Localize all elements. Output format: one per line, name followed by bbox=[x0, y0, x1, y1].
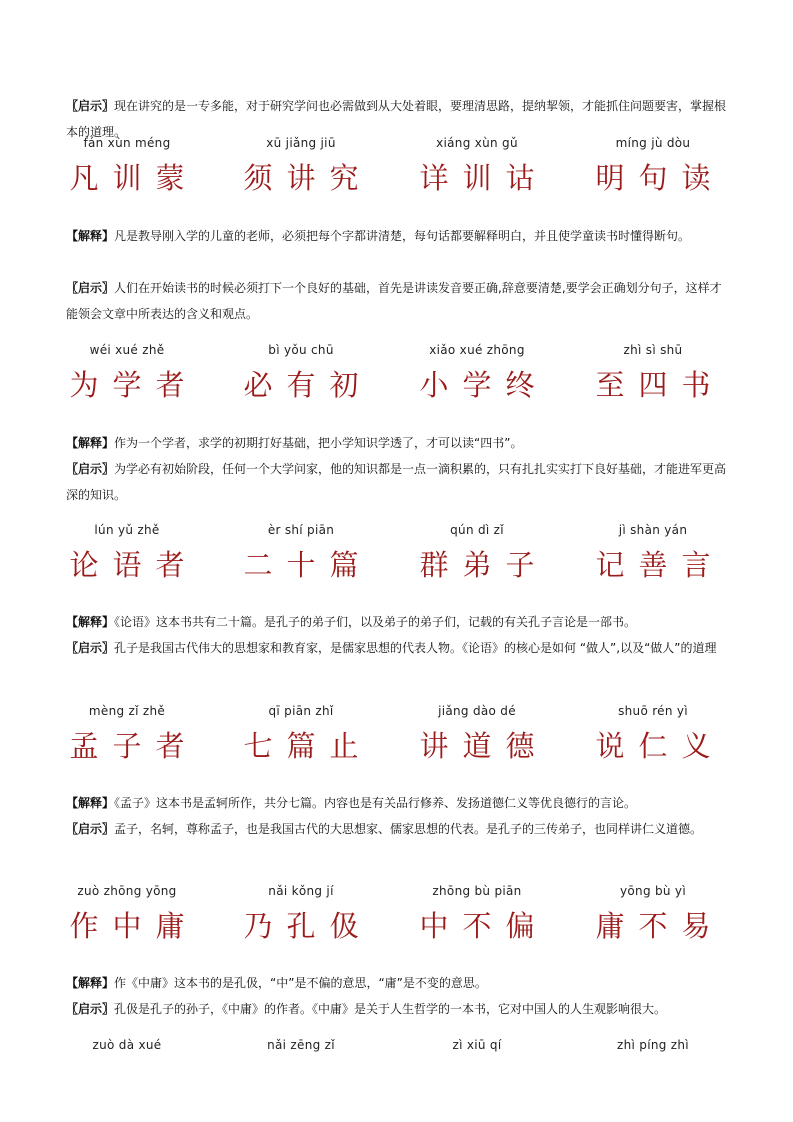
paragraph-tag: 〖启示〗 bbox=[66, 462, 115, 476]
paragraph-tag: 【解释】 bbox=[66, 796, 115, 810]
paragraph-qishi bbox=[66, 275, 731, 327]
pinyin: zì xiū qí bbox=[452, 1038, 502, 1052]
paragraph-jieshi bbox=[66, 790, 731, 816]
paragraph-text: 《孟子》这本书是孟轲所作，共分七篇。内容也是有关品行修养、发扬道德仁义等优良德行的言论。 bbox=[114, 796, 637, 810]
pinyin: èr shí piān bbox=[267, 523, 335, 537]
hanzi: 明句读 bbox=[595, 161, 725, 195]
pinyin: zuò zhōng yōng bbox=[77, 884, 177, 898]
pinyin: míng jù dòu bbox=[615, 136, 691, 150]
hanzi: 为学者 bbox=[69, 368, 199, 402]
pinyin: shuō rén yì bbox=[618, 704, 688, 718]
hanzi: 乃孔伋 bbox=[243, 909, 373, 943]
hanzi: 孟子者 bbox=[69, 729, 199, 763]
hanzi: 详训诂 bbox=[419, 161, 549, 195]
paragraph-tag: 〖启示〗 bbox=[66, 281, 115, 295]
verse-row bbox=[0, 343, 793, 423]
hanzi: 中不偏 bbox=[419, 909, 549, 943]
paragraph-jieshi bbox=[66, 223, 731, 249]
hanzi: 须讲究 bbox=[243, 161, 373, 195]
hanzi: 七篇止 bbox=[243, 729, 373, 763]
pinyin: zhì píng zhì bbox=[617, 1038, 689, 1052]
paragraph-tag: 〖启示〗 bbox=[66, 1002, 115, 1016]
paragraph-tag: 【解释】 bbox=[66, 436, 115, 450]
hanzi: 至四书 bbox=[595, 368, 725, 402]
pinyin: wéi xué zhě bbox=[89, 343, 165, 357]
pinyin: lún yǔ zhě bbox=[94, 523, 160, 537]
paragraph-text: 人们在开始读书的时候必须打下一个良好的基础，首先是讲读发音要正确,辞意要清楚,要学会正确划分句子，这样才能领会文章中所表达的含义和观点。 bbox=[66, 281, 722, 321]
paragraph-qishi bbox=[66, 816, 731, 842]
paragraph-qishi bbox=[66, 456, 731, 508]
pinyin: nǎi kǒng jí bbox=[268, 884, 334, 898]
paragraph-text: 作为一个学者，求学的初期打好基础，把小学知识学透了，才可以读“四书”。 bbox=[114, 436, 523, 450]
hanzi: 庸不易 bbox=[595, 909, 725, 943]
paragraph-qishi bbox=[66, 635, 731, 661]
pinyin: jiǎng dào dé bbox=[438, 704, 516, 718]
verse-row bbox=[0, 136, 793, 216]
verse-row bbox=[0, 884, 793, 964]
paragraph-text: 作《中庸》这本书的是孔伋，“中”是不偏的意思，“庸”是不变的意思。 bbox=[114, 976, 487, 990]
paragraph-text: 《论语》这本书共有二十篇。是孔子的弟子们，以及弟子的弟子们，记载的有关孔子言论是一部书。 bbox=[114, 615, 637, 629]
hanzi: 作中庸 bbox=[69, 909, 199, 943]
paragraph-tag: 【解释】 bbox=[66, 976, 115, 990]
hanzi: 论语者 bbox=[69, 548, 199, 582]
pinyin: qī piān zhǐ bbox=[268, 704, 334, 718]
hanzi: 凡训蒙 bbox=[69, 161, 199, 195]
hanzi: 小学终 bbox=[419, 368, 549, 402]
pinyin: mèng zǐ zhě bbox=[88, 704, 166, 718]
paragraph-tag: 〖启示〗 bbox=[66, 641, 115, 655]
paragraph-jieshi bbox=[66, 970, 731, 996]
hanzi: 说仁义 bbox=[595, 729, 725, 763]
hanzi: 群弟子 bbox=[419, 548, 549, 582]
pinyin: zhōng bù piān bbox=[432, 884, 522, 898]
paragraph-qishi bbox=[66, 996, 731, 1022]
hanzi: 二十篇 bbox=[243, 548, 373, 582]
hanzi: 记善言 bbox=[595, 548, 725, 582]
pinyin: yōng bù yì bbox=[620, 884, 686, 898]
paragraph-text: 现在讲究的是一专多能，对于研究学问也必需做到从大处着眼，要理清思路，提纳挈领，才能抓住问题要害，掌握根本的道理。 bbox=[66, 99, 727, 139]
paragraph-text: 孔子是我国古代伟大的思想家和教育家，是儒家思想的代表人物。《论语》的核心是如何 “做人”,以及“做人”的道理 bbox=[114, 641, 717, 655]
pinyin: xiǎo xué zhōng bbox=[429, 343, 525, 357]
pinyin: xū jiǎng jiū bbox=[266, 136, 336, 150]
paragraph-tag: 〖启示〗 bbox=[66, 99, 115, 113]
paragraph-tag: 【解释】 bbox=[66, 229, 115, 243]
pinyin: bì yǒu chū bbox=[268, 343, 334, 357]
paragraph-jieshi bbox=[66, 430, 731, 456]
pinyin: nǎi zēng zǐ bbox=[267, 1038, 335, 1052]
pinyin: jì shàn yán bbox=[618, 523, 688, 537]
paragraph-text: 凡是教导刚入学的儿童的老师，必须把每个字都讲清楚，每句话都要解释明白，并且使学童读书时懂得断句。 bbox=[114, 229, 691, 243]
verse-row bbox=[0, 704, 793, 784]
verse-row bbox=[0, 523, 793, 603]
hanzi: 必有初 bbox=[243, 368, 373, 402]
pinyin: fán xùn méng bbox=[83, 136, 171, 150]
paragraph-text: 为学必有初始阶段，任何一个大学问家，他的知识都是一点一滴积累的，只有扎扎实实打下良好基础，才能进军更高深的知识。 bbox=[66, 462, 727, 502]
verse-row bbox=[0, 1038, 793, 1068]
hanzi: 讲道德 bbox=[419, 729, 549, 763]
paragraph-tag: 【解释】 bbox=[66, 615, 115, 629]
pinyin: xiáng xùn gǔ bbox=[436, 136, 518, 150]
pinyin: zuò dà xué bbox=[92, 1038, 162, 1052]
paragraph-tag: 〖启示〗 bbox=[66, 822, 115, 836]
paragraph-text: 孔伋是孔子的孙子，《中庸》的作者。《中庸》是关于人生哲学的一本书，它对中国人的人生观影响很大。 bbox=[114, 1002, 667, 1016]
pinyin: qún dì zǐ bbox=[450, 523, 504, 537]
paragraph-jieshi bbox=[66, 609, 731, 635]
pinyin: zhì sì shū bbox=[623, 343, 683, 357]
paragraph-text: 孟子，名轲，尊称孟子，也是我国古代的大思想家、儒家思想的代表。是孔子的三传弟子，也同样讲仁义道德。 bbox=[114, 822, 703, 836]
